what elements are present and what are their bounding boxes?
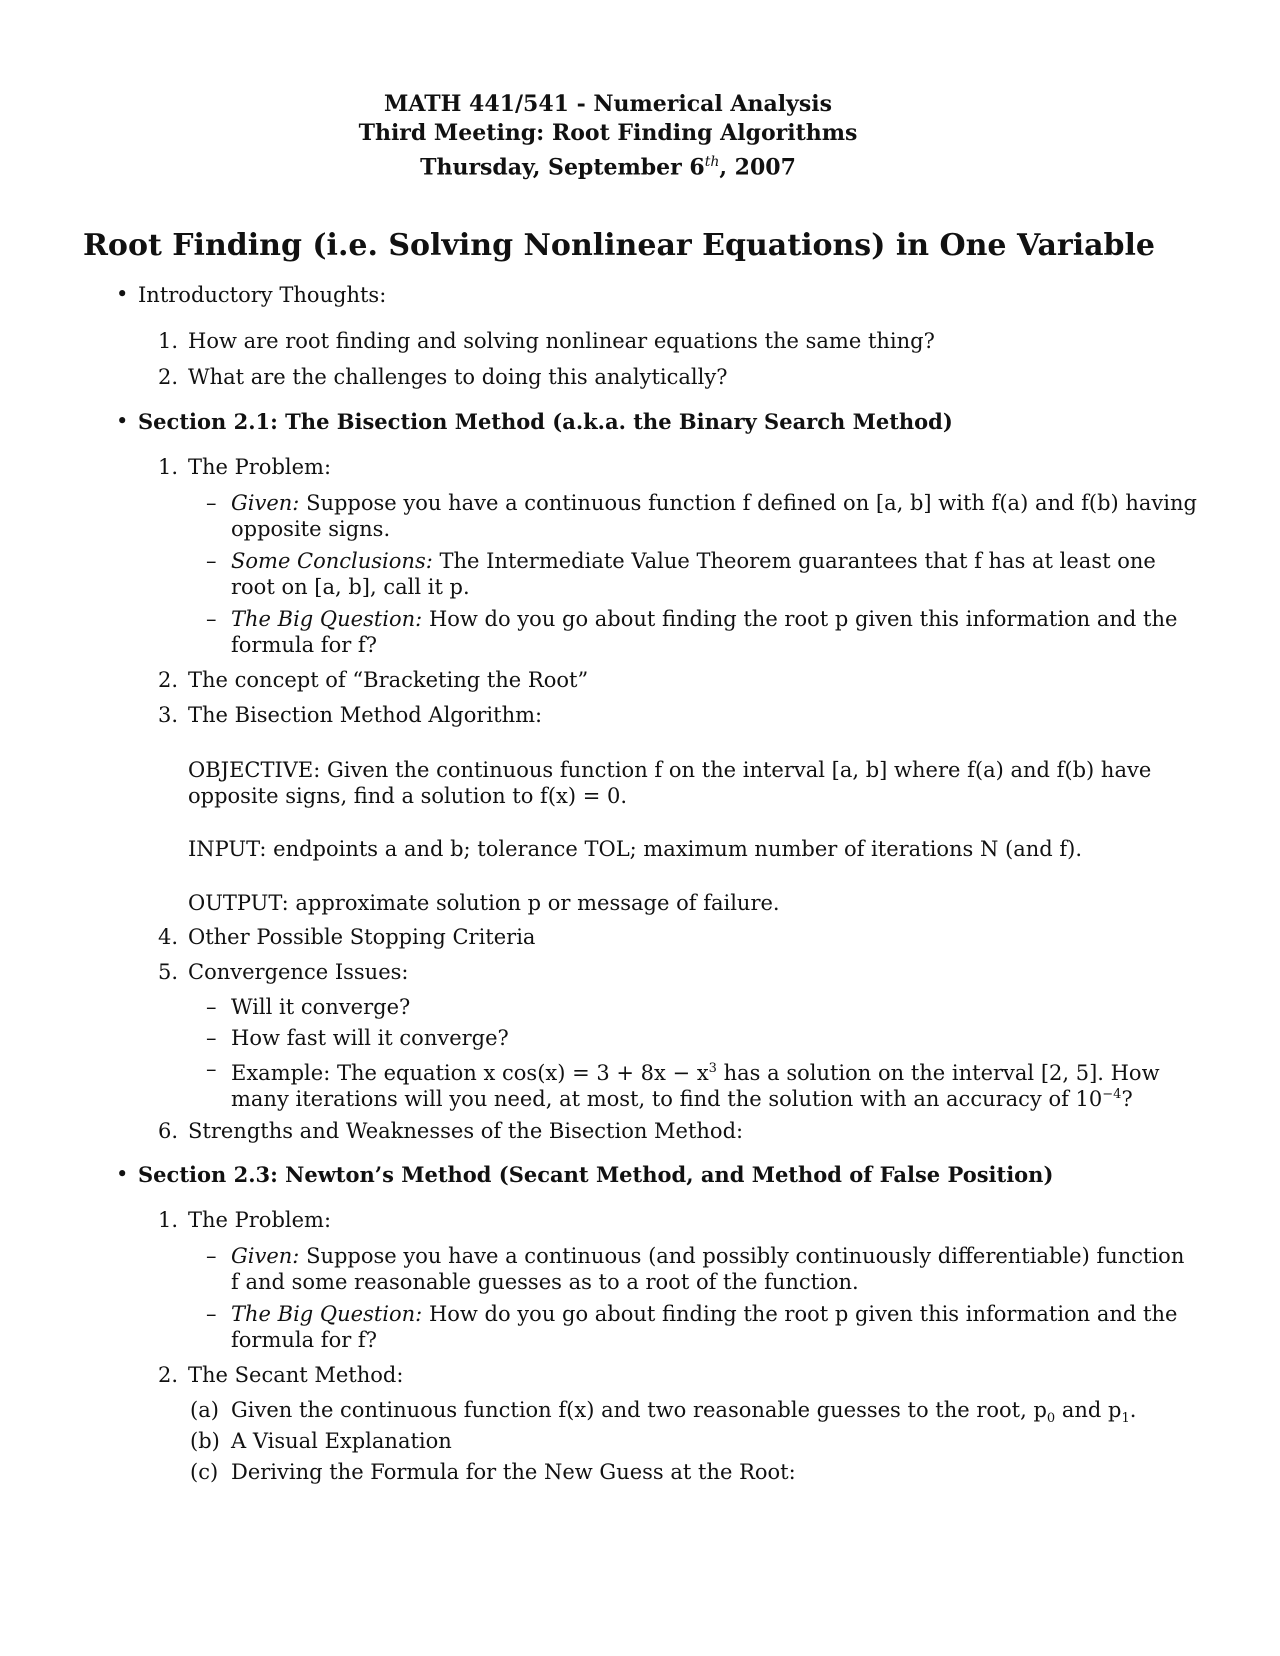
intro-item-2: What are the challenges to doing this analytically?	[188, 365, 728, 389]
section-2-3-heading: Section 2.3: Newton’s Method (Secant Method, and Method of False Position)	[138, 1162, 1054, 1187]
sublist-marker: (a)	[190, 1398, 219, 1422]
intro-item-1: How are root finding and solving nonlinear equations the same thing?	[188, 329, 935, 353]
document-header	[0, 90, 1216, 182]
dash-marker: –	[206, 1026, 217, 1050]
dash-marker: –	[206, 1302, 217, 1326]
dash-marker: –	[206, 1057, 217, 1081]
sec21-conclusions-line2: root on [a, b], call it p.	[231, 575, 470, 599]
algorithm-objective-line1: OBJECTIVE: Given the continuous function f on the interval [a, b] where f(a) and f(b) have	[188, 758, 1152, 782]
sec21-given-line2: opposite signs.	[231, 517, 391, 541]
list-marker: 1.	[158, 455, 179, 479]
intro-heading: Introductory Thoughts:	[138, 283, 387, 307]
sec21-item-5: Convergence Issues:	[188, 960, 409, 984]
sec23-given-line2: f and some reasonable guesses as to a root of the function.	[231, 1270, 859, 1294]
meeting-date: Thursday, September 6th, 2007	[420, 154, 796, 181]
sublist-marker: (b)	[190, 1429, 220, 1453]
conv-example-line1: Example: The equation x $\cos(x) = 3 + 8x - x^3$ has a solution on the interval [2, 5]. How	[231, 1061, 1160, 1085]
sec21-bigq-line2: formula for f?	[231, 633, 377, 657]
list-marker: 1.	[158, 1208, 179, 1232]
sublist-marker: (c)	[190, 1460, 219, 1484]
sec23-given-line1: Given: Suppose you have a continuous (and possibly continuously differentiable) function	[231, 1244, 1185, 1268]
section-2-1-heading: Section 2.1: The Bisection Method (a.k.a. the Binary Search Method)	[138, 409, 953, 434]
page-title: Root Finding (i.e. Solving Nonlinear Equations) in One Variable	[83, 228, 1156, 263]
algorithm-input: INPUT: endpoints a and b; tolerance TOL; maximum number of iterations N (and f).	[188, 837, 1083, 861]
bullet-icon: •	[116, 282, 129, 306]
conv-item-2: How fast will it converge?	[231, 1026, 509, 1050]
sec21-item-6: Strengths and Weaknesses of the Bisection Method:	[188, 1119, 744, 1143]
sec21-bigq-line1: The Big Question: How do you go about finding the root p given this information and the	[231, 607, 1178, 631]
list-marker: 2.	[158, 365, 179, 389]
dash-marker: –	[206, 995, 217, 1019]
list-marker: 2.	[158, 1363, 179, 1387]
sec21-item-2: The concept of “Bracketing the Root”	[188, 668, 589, 692]
list-marker: 3.	[158, 703, 179, 727]
secant-item-a: Given the continuous function f(x) and two reasonable guesses to the root, $p_0$ and $p_1$.	[231, 1398, 1137, 1427]
bullet-icon: •	[116, 1162, 129, 1186]
list-marker: 4.	[158, 925, 179, 949]
conv-example-line2: many iterations will you need, at most, to find the solution with an accuracy of $10^{-4}$?	[231, 1087, 1133, 1111]
sec21-item-3: The Bisection Method Algorithm:	[188, 703, 543, 727]
sec21-conclusions-line1: Some Conclusions: The Intermediate Value Theorem guarantees that f has at least one	[231, 549, 1156, 573]
sec23-item-1: The Problem:	[188, 1208, 332, 1232]
dash-marker: –	[206, 607, 217, 631]
algorithm-output: OUTPUT: approximate solution p or message of failure.	[188, 891, 780, 915]
meeting-title: Third Meeting: Root Finding Algorithms	[358, 120, 858, 146]
conv-item-1: Will it converge?	[231, 995, 411, 1019]
sec23-bigq-line2: formula for f?	[231, 1328, 377, 1352]
list-marker: 1.	[158, 329, 179, 353]
secant-item-b: A Visual Explanation	[231, 1429, 452, 1453]
list-marker: 5.	[158, 960, 179, 984]
list-marker: 2.	[158, 668, 179, 692]
sec21-item-1: The Problem:	[188, 455, 332, 479]
list-marker: 6.	[158, 1119, 179, 1143]
bullet-icon: •	[116, 409, 129, 433]
course-title: MATH 441/541 - Numerical Analysis	[384, 91, 832, 117]
dash-marker: –	[206, 549, 217, 573]
sec23-item-2: The Secant Method:	[188, 1363, 404, 1387]
sec21-item-4: Other Possible Stopping Criteria	[188, 925, 536, 949]
dash-marker: –	[206, 491, 217, 515]
algorithm-objective-line2: opposite signs, find a solution to f(x) = 0.	[188, 784, 628, 808]
sec23-bigq-line1: The Big Question: How do you go about finding the root p given this information and the	[231, 1302, 1178, 1326]
sec21-given-line1: Given: Suppose you have a continuous function f defined on [a, b] with f(a) and f(b) having	[231, 491, 1197, 515]
secant-item-c: Deriving the Formula for the New Guess at the Root:	[231, 1460, 796, 1484]
dash-marker: –	[206, 1244, 217, 1268]
